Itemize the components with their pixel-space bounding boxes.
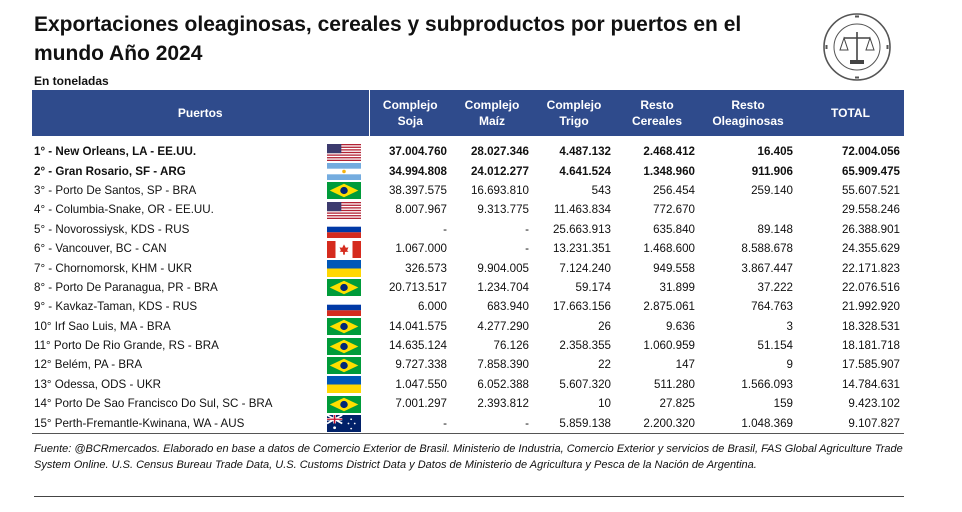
soja-cell: 326.573 [405,261,447,275]
port-name-cell: 5° - Novorossiysk, KDS - RUS [34,222,190,236]
total-cell: 18.328.531 [841,319,900,333]
oleaginosas-cell: 159 [773,397,793,411]
soja-cell: 34.994.808 [388,164,447,178]
total-cell: 29.558.246 [841,203,900,217]
maiz-cell: 6.052.388 [477,377,529,391]
australia-flag-icon [327,415,361,432]
maiz-cell: 24.012.277 [470,164,529,178]
units-subtitle: En toneladas [34,74,109,88]
table-row [32,297,904,316]
ukraine-flag-icon [327,260,361,277]
cereales-cell: 2.875.061 [643,300,695,314]
table-row [32,181,904,200]
flag-cell [319,394,369,413]
soja-cell: 8.007.967 [395,203,447,217]
soja-cell: 37.004.760 [388,145,447,159]
maiz-cell: 4.277.290 [477,319,529,333]
brazil-flag-icon [327,357,361,374]
flag-cell [319,258,369,277]
table-row [32,258,904,277]
maiz-cell: 1.234.704 [477,280,529,294]
usa-flag-icon [327,144,361,161]
oleaginosas-cell: 3.867.447 [741,261,793,275]
maiz-cell: 28.027.346 [470,145,529,159]
port-name-cell: 11° Porto De Rio Grande, RS - BRA [34,339,219,353]
flag-cell [319,355,369,374]
cereales-cell: 27.825 [659,397,695,411]
soja-cell: 20.713.517 [388,280,447,294]
cereales-cell: 31.899 [659,280,695,294]
table-row [32,375,904,394]
flag-cell [319,336,369,355]
maiz-cell: 683.940 [487,300,529,314]
total-cell: 17.585.907 [841,358,900,372]
oleaginosas-cell: 8.588.678 [741,242,793,256]
table-row [32,200,904,219]
port-name-cell: 3° - Porto De Santos, SP - BRA [34,183,197,197]
cereales-cell: 635.840 [653,222,695,236]
port-name-cell: 9° - Kavkaz-Taman, KDS - RUS [34,300,198,314]
cereales-cell: 2.200.320 [615,413,699,433]
table-row [32,336,904,355]
usa-flag-icon [327,202,361,219]
soja-cell: 14.041.575 [388,319,447,333]
total-cell: 22.171.823 [841,261,900,275]
port-name-cell: 15° Perth-Fremantle-Kwinana, WA - AUS [32,413,319,433]
oleaginosas-cell: 911.906 [751,164,793,178]
port-name-cell: 6° - Vancouver, BC - CAN [34,242,167,256]
trigo-cell: 11.463.834 [553,203,611,217]
total-cell: 9.107.827 [797,413,904,433]
trigo-cell: 4.641.524 [559,164,611,178]
maiz-cell: - [525,242,529,256]
trigo-cell: 59.174 [575,280,611,294]
trigo-cell: 5.859.138 [533,413,615,433]
soja-cell: - [443,222,447,236]
total-cell: 9.423.102 [848,397,900,411]
port-name-cell: 14° Porto De Sao Francisco Do Sul, SC - BRA [34,397,273,411]
trigo-cell: 22 [598,358,611,372]
trigo-cell: 543 [591,183,611,197]
table-row [32,394,904,413]
oleaginosas-cell: 1.566.093 [741,377,793,391]
cereales-cell: 256.454 [653,183,695,197]
header-soja: Complejo Soja [369,90,451,136]
oleaginosas-cell: 37.222 [757,280,793,294]
soja-cell: 6.000 [417,300,447,314]
table-row [32,161,904,180]
total-cell: 24.355.629 [841,242,900,256]
table-row [32,142,904,161]
flag-cell [319,200,369,219]
maiz-cell: 9.313.775 [477,203,529,217]
trigo-cell: 10 [598,397,611,411]
port-name-cell: 7° - Chornomorsk, KHM - UKR [34,261,192,275]
flag-cell [319,161,369,180]
maiz-cell: - [451,413,533,433]
cereales-cell: 147 [675,358,695,372]
header-total: TOTAL [797,90,904,136]
table-row [32,278,904,297]
table-row [32,317,904,336]
trigo-cell: 26 [598,319,611,333]
header-cereales: Resto Cereales [615,90,699,136]
port-name-cell: 13° Odessa, ODS - UKR [34,377,162,391]
maiz-cell: 7.858.390 [477,358,529,372]
cereales-cell: 1.060.959 [643,339,695,353]
brazil-flag-icon [327,318,361,335]
table-row [32,239,904,258]
trigo-cell: 17.663.156 [552,300,611,314]
trigo-cell: 7.124.240 [559,261,611,275]
ukraine-flag-icon [327,376,361,393]
port-name-cell: 1° - New Orleans, LA - EE.UU. [34,145,197,159]
table-row [32,413,904,433]
total-cell: 26.388.901 [841,222,900,236]
soja-cell: 9.727.338 [395,358,447,372]
total-cell: 55.607.521 [841,183,900,197]
oleaginosas-cell: 51.154 [757,339,793,353]
total-cell: 22.076.516 [841,280,900,294]
flag-cell [319,375,369,394]
maiz-cell: 2.393.812 [477,397,529,411]
port-name-cell: 2° - Gran Rosario, SF - ARG [34,164,186,178]
total-cell: 65.909.475 [841,164,900,178]
table-row [32,355,904,374]
trigo-cell: 2.358.355 [559,339,611,353]
header-oleaginosas: Resto Oleaginosas [699,90,797,136]
soja-cell: - [369,413,451,433]
header-trigo: Complejo Trigo [533,90,615,136]
oleaginosas-cell: 89.148 [757,222,793,236]
maiz-cell: 9.904.005 [477,261,529,275]
soja-cell: 14.635.124 [388,339,447,353]
flag-cell [319,278,369,297]
oleaginosas-cell: 259.140 [751,183,793,197]
brazil-flag-icon [327,396,361,413]
flag-cell [319,317,369,336]
brazil-flag-icon [327,338,361,355]
cereales-cell: 2.468.412 [643,145,695,159]
cereales-cell: 1.348.960 [643,164,695,178]
header-maiz: Complejo Maíz [451,90,533,136]
maiz-cell: 76.126 [493,339,529,353]
cereales-cell: 772.670 [653,203,695,217]
brazil-flag-icon [327,279,361,296]
bottom-divider [34,496,904,497]
oleaginosas-cell: 16.405 [757,145,793,159]
trigo-cell: 5.607.320 [559,377,611,391]
maiz-cell: 16.693.810 [470,183,529,197]
cereales-cell: 949.558 [653,261,695,275]
oleaginosas-cell: 764.763 [751,300,793,314]
port-name-cell: 12° Belém, PA - BRA [34,358,143,372]
table-row [32,220,904,239]
port-name-cell: 4° - Columbia-Snake, OR - EE.UU. [34,203,214,217]
flag-cell [319,142,369,161]
soja-cell: 1.047.550 [395,377,447,391]
flag-cell [319,181,369,200]
port-name-cell: 10° Irf Sao Luis, MA - BRA [34,319,171,333]
russia-flag-icon [327,221,361,238]
total-cell: 21.992.920 [841,300,900,314]
maiz-cell: - [525,222,529,236]
trigo-cell: 13.231.351 [552,242,611,256]
cereales-cell: 1.468.600 [643,242,695,256]
port-name-cell: 8° - Porto De Paranagua, PR - BRA [34,280,218,294]
page-title: Exportaciones oleaginosas, cereales y subproductos por puertos en el mundo Año 2024 [34,13,742,65]
table-header-row [32,90,904,136]
flag-cell [319,239,369,258]
cereales-cell: 511.280 [653,377,695,391]
total-cell: 72.004.056 [841,145,900,159]
total-cell: 18.181.718 [841,339,900,353]
russia-flag-icon [327,299,361,316]
bcr-seal-logo [822,12,892,82]
oleaginosas-cell: 3 [786,319,793,333]
argentina-flag-icon [327,163,361,180]
soja-cell: 38.397.575 [388,183,447,197]
trigo-cell: 25.663.913 [552,222,611,236]
total-cell: 14.784.631 [841,377,900,391]
brazil-flag-icon [327,182,361,199]
trigo-cell: 4.487.132 [559,145,611,159]
canada-flag-icon [327,241,361,258]
exports-table [32,90,904,434]
flag-cell [319,297,369,316]
soja-cell: 7.001.297 [395,397,447,411]
cereales-cell: 9.636 [665,319,695,333]
soja-cell: 1.067.000 [395,242,447,256]
header-port: Puertos [32,90,369,136]
flag-cell [319,413,369,433]
flag-cell [319,220,369,239]
oleaginosas-cell: 9 [786,358,793,372]
source-note: Fuente: @BCRmercados. Elaborado en base a datos de Comercio Exterior de Brasil. Ministerio de Industria, Comercio Exterior y servicios de Brasil, FAS Global Agriculture Trade System Online. U.S. Census Bureau Trade Data, U.S. Customs District Data y Datos de Ministerio de Agricultura y Pesca de la Nación de Argentina. [34,443,903,471]
oleaginosas-cell: 1.048.369 [699,413,797,433]
oleaginosas-cell [699,200,797,219]
